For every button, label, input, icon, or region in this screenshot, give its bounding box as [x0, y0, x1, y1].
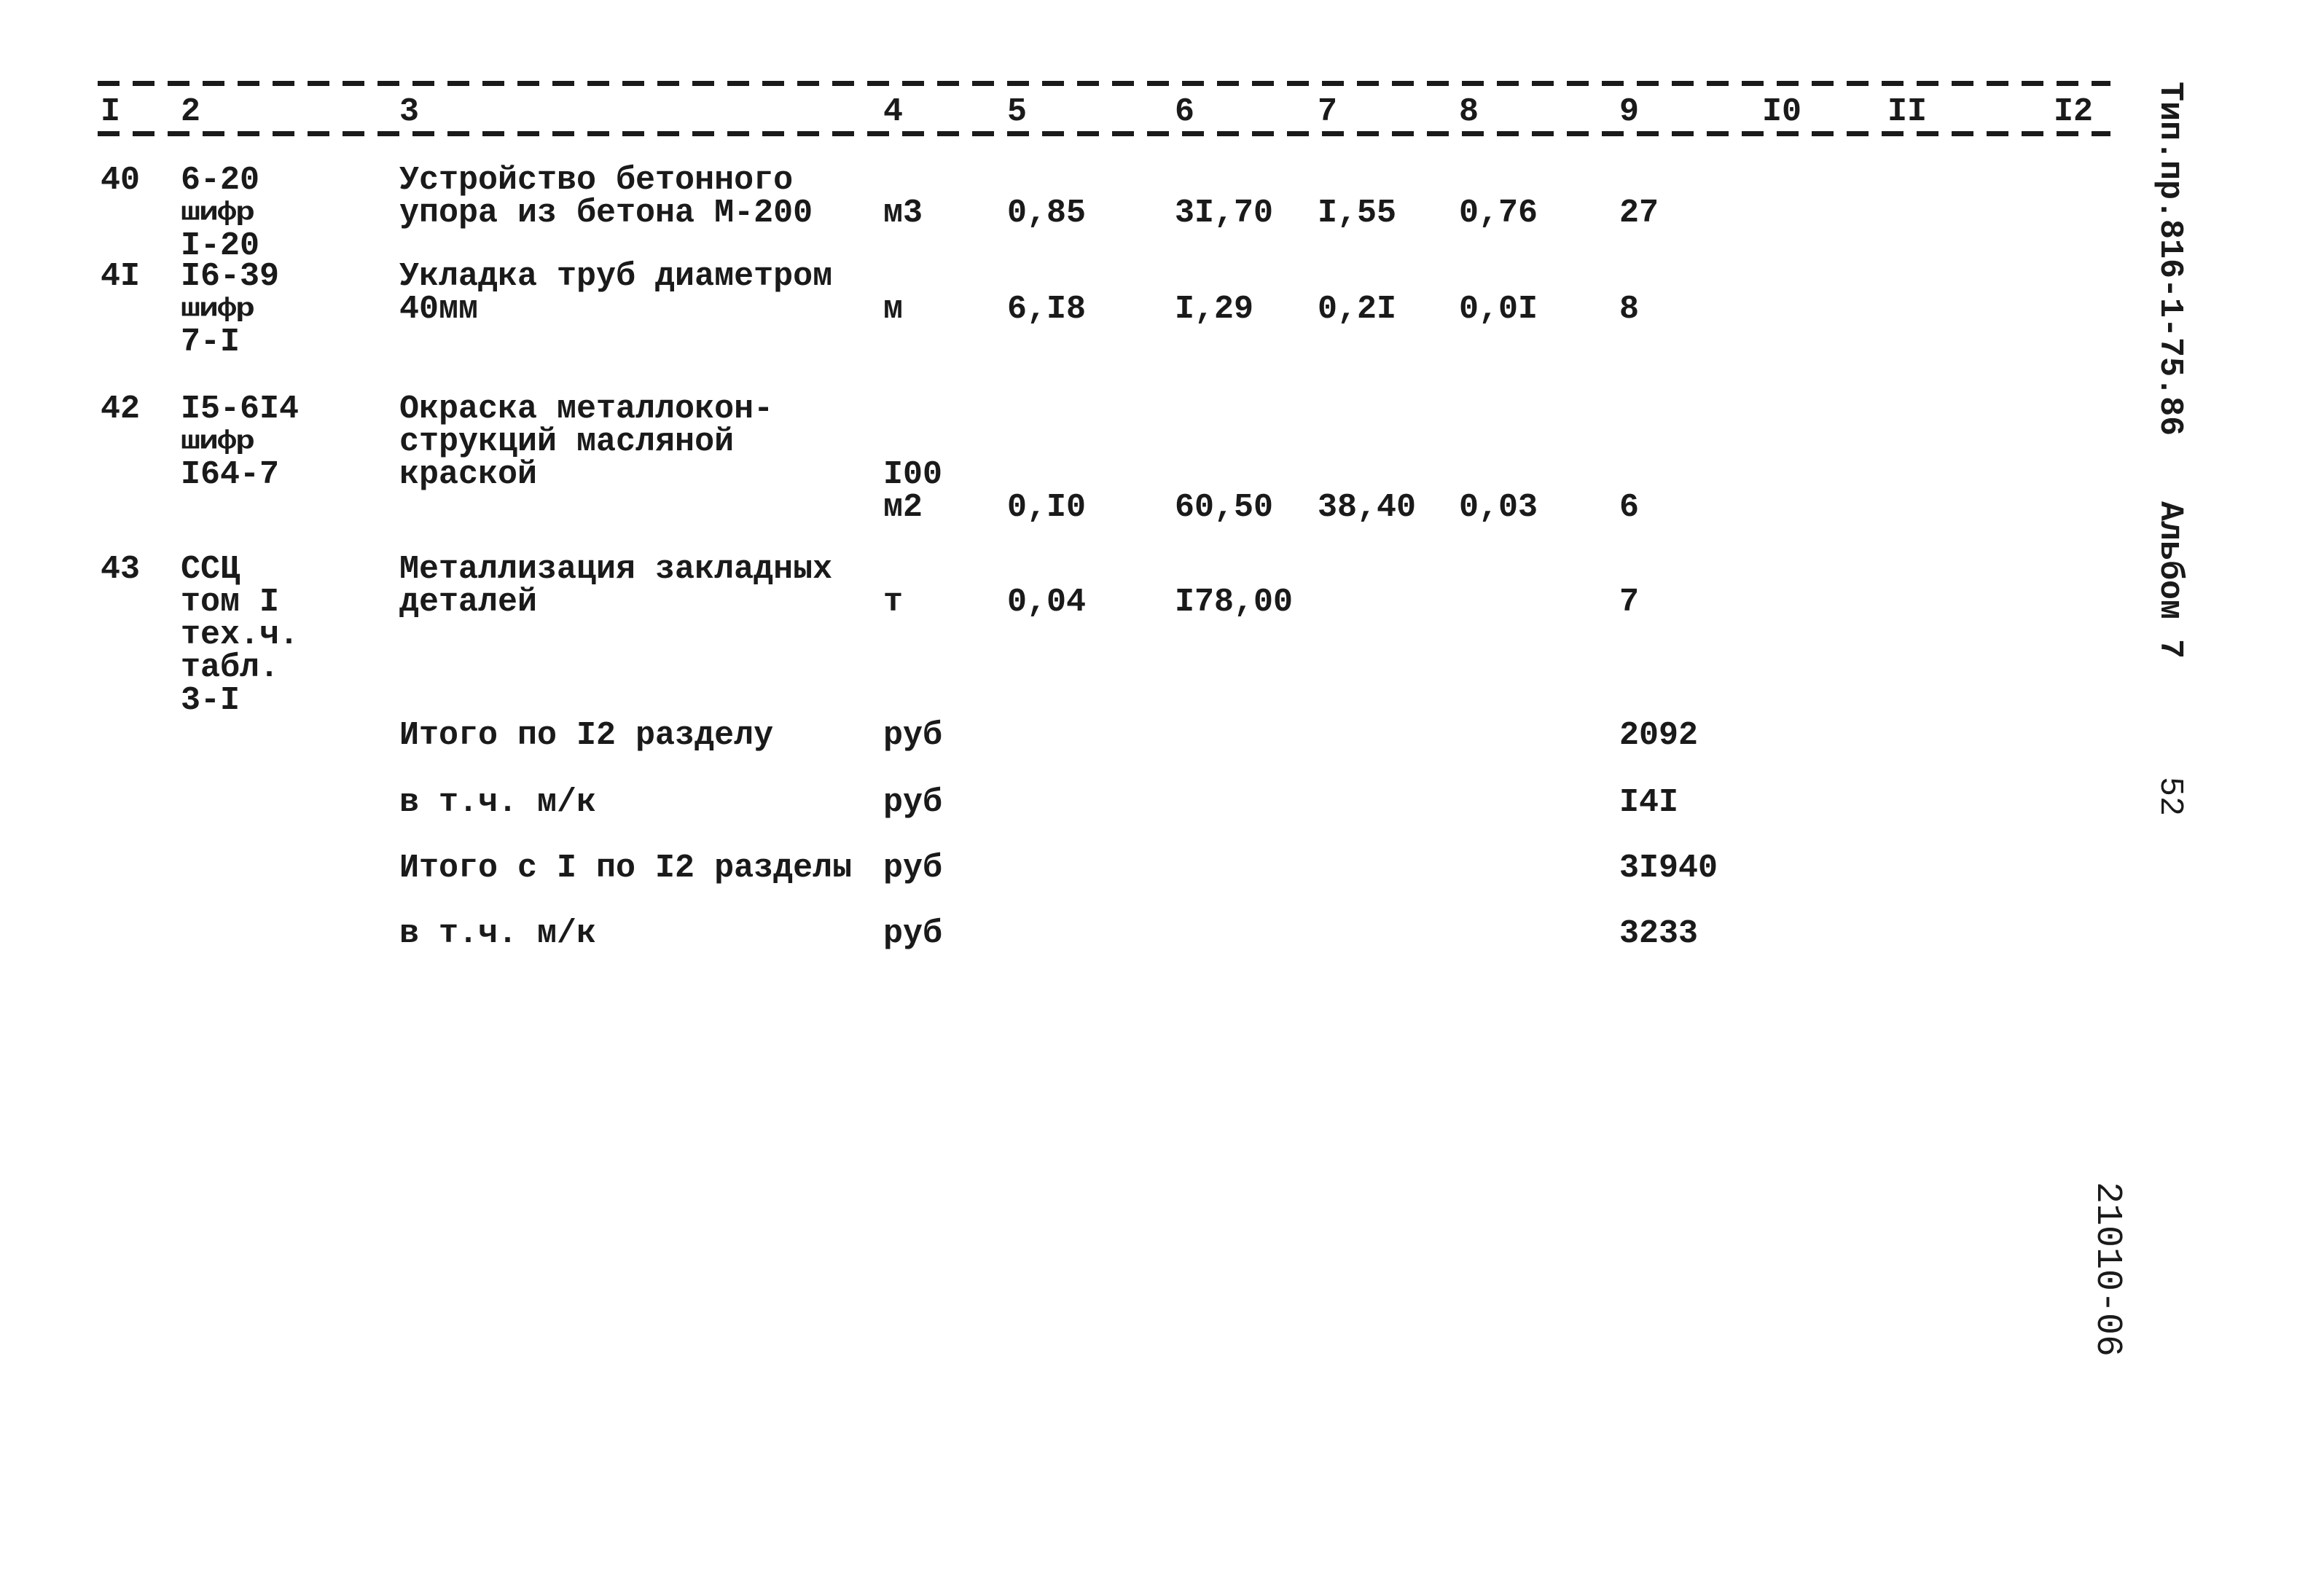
- total-unit: руб: [883, 784, 943, 821]
- total-unit: руб: [883, 850, 943, 887]
- work-description-line: 40мм: [399, 291, 479, 328]
- header-dashed-rule: [98, 131, 2110, 136]
- table-row: [0, 162, 2324, 264]
- norm-code-line: табл.: [181, 649, 280, 686]
- work-description: [399, 164, 813, 230]
- total-row: [0, 786, 2324, 819]
- album-label: Альбом 7: [2151, 501, 2188, 659]
- total-label: в т.ч. м/к: [399, 784, 597, 821]
- total-value: 3233: [1619, 915, 1699, 952]
- norm-code-line: 7-I: [181, 324, 240, 361]
- column-header-3: 3: [399, 93, 420, 130]
- work-description-line: Укладка труб диаметром: [399, 258, 833, 295]
- norm-code: [181, 258, 280, 361]
- col-5-value: 0,I0: [1007, 489, 1087, 526]
- total-value: I4I: [1619, 784, 1679, 821]
- top-dashed-rule: [98, 81, 2110, 86]
- col-9-value: 8: [1619, 291, 1640, 328]
- total-unit: руб: [883, 915, 943, 952]
- norm-code-line: том I: [181, 584, 280, 621]
- col-7-value: I,55: [1318, 195, 1397, 232]
- row-number: 4I: [101, 258, 141, 295]
- col-9-value: 27: [1619, 195, 1659, 232]
- norm-code-line: 3-I: [181, 682, 240, 719]
- column-header-11: II: [1887, 93, 1928, 130]
- column-header-2: 2: [181, 93, 201, 130]
- norm-code-line: I6-39: [181, 258, 280, 295]
- project-code-label: Тип.пр.816-1-75.86: [2151, 82, 2188, 436]
- total-row: [0, 719, 2324, 752]
- table-row: [0, 258, 2324, 361]
- total-unit: руб: [883, 717, 943, 754]
- unit-of-measure: [883, 293, 903, 326]
- col-6-value: I78,00: [1175, 584, 1294, 621]
- col-9-value: 7: [1619, 584, 1640, 621]
- total-value: 3I940: [1619, 850, 1718, 887]
- norm-code: [181, 393, 299, 491]
- col-5-value: 0,04: [1007, 584, 1087, 621]
- unit-line: м: [883, 291, 904, 328]
- table-row: [0, 391, 2324, 526]
- work-description: [399, 393, 773, 491]
- unit-line: м2: [883, 489, 923, 526]
- unit-line: I00: [883, 456, 943, 493]
- col-7-value: 0,2I: [1318, 291, 1397, 328]
- total-row: [0, 852, 2324, 885]
- col-7-value: 38,40: [1318, 489, 1417, 526]
- work-description-line: упора из бетона М-200: [399, 195, 813, 232]
- unit-of-measure: [883, 586, 903, 619]
- col-5-value: 6,I8: [1007, 291, 1087, 328]
- norm-code-line: 6-20: [181, 162, 260, 199]
- col-6-value: I,29: [1175, 291, 1254, 328]
- col-8-value: 0,03: [1459, 489, 1538, 526]
- norm-code-line: ССЦ: [181, 551, 240, 588]
- total-row: [0, 917, 2324, 950]
- column-header-10: I0: [1762, 93, 1802, 130]
- norm-code-line: I64-7: [181, 456, 280, 493]
- col-6-value: 60,50: [1175, 489, 1274, 526]
- column-header-12: I2: [2054, 93, 2094, 130]
- work-description-line: Устройство бетонного: [399, 162, 794, 199]
- norm-code-line: шифр: [181, 427, 254, 457]
- page-number: 52: [2151, 777, 2188, 817]
- norm-code-line: I5-6I4: [181, 391, 300, 428]
- work-description: [399, 553, 832, 619]
- norm-code-line: I-20: [181, 227, 260, 264]
- row-number: 42: [101, 391, 141, 428]
- work-description-line: деталей: [399, 584, 538, 621]
- unit-line: м3: [883, 195, 923, 232]
- column-header-5: 5: [1007, 93, 1028, 130]
- norm-code: [181, 553, 299, 717]
- work-description-line: Металлизация закладных: [399, 551, 833, 588]
- norm-code: [181, 164, 259, 262]
- work-description: [399, 260, 832, 326]
- document-number: 21010-06: [2086, 1182, 2128, 1357]
- total-label: Итого по I2 разделу: [399, 717, 774, 754]
- col-8-value: 0,76: [1459, 195, 1538, 232]
- row-number: 43: [101, 551, 141, 588]
- work-description-line: Окраска металлокон-: [399, 391, 774, 428]
- column-header-6: 6: [1175, 93, 1195, 130]
- work-description-line: краской: [399, 456, 538, 493]
- unit-of-measure: [883, 197, 923, 230]
- unit-line: т: [883, 584, 904, 621]
- total-value: 2092: [1619, 717, 1699, 754]
- col-8-value: 0,0I: [1459, 291, 1538, 328]
- column-header-4: 4: [883, 93, 904, 130]
- column-header-1: I: [101, 93, 121, 130]
- unit-of-measure: [883, 458, 942, 524]
- column-header-7: 7: [1318, 93, 1338, 130]
- total-label: в т.ч. м/к: [399, 915, 597, 952]
- col-5-value: 0,85: [1007, 195, 1087, 232]
- norm-code-line: шифр: [181, 294, 254, 324]
- column-header-9: 9: [1619, 93, 1640, 130]
- col-9-value: 6: [1619, 489, 1640, 526]
- col-6-value: 3I,70: [1175, 195, 1274, 232]
- total-label: Итого с I по I2 разделы: [399, 850, 853, 887]
- row-number: 40: [101, 162, 141, 199]
- work-description-line: струкций масляной: [399, 423, 735, 460]
- column-header-row: [0, 95, 2324, 128]
- norm-code-line: тех.ч.: [181, 616, 300, 654]
- norm-code-line: шифр: [181, 198, 254, 228]
- column-header-8: 8: [1459, 93, 1479, 130]
